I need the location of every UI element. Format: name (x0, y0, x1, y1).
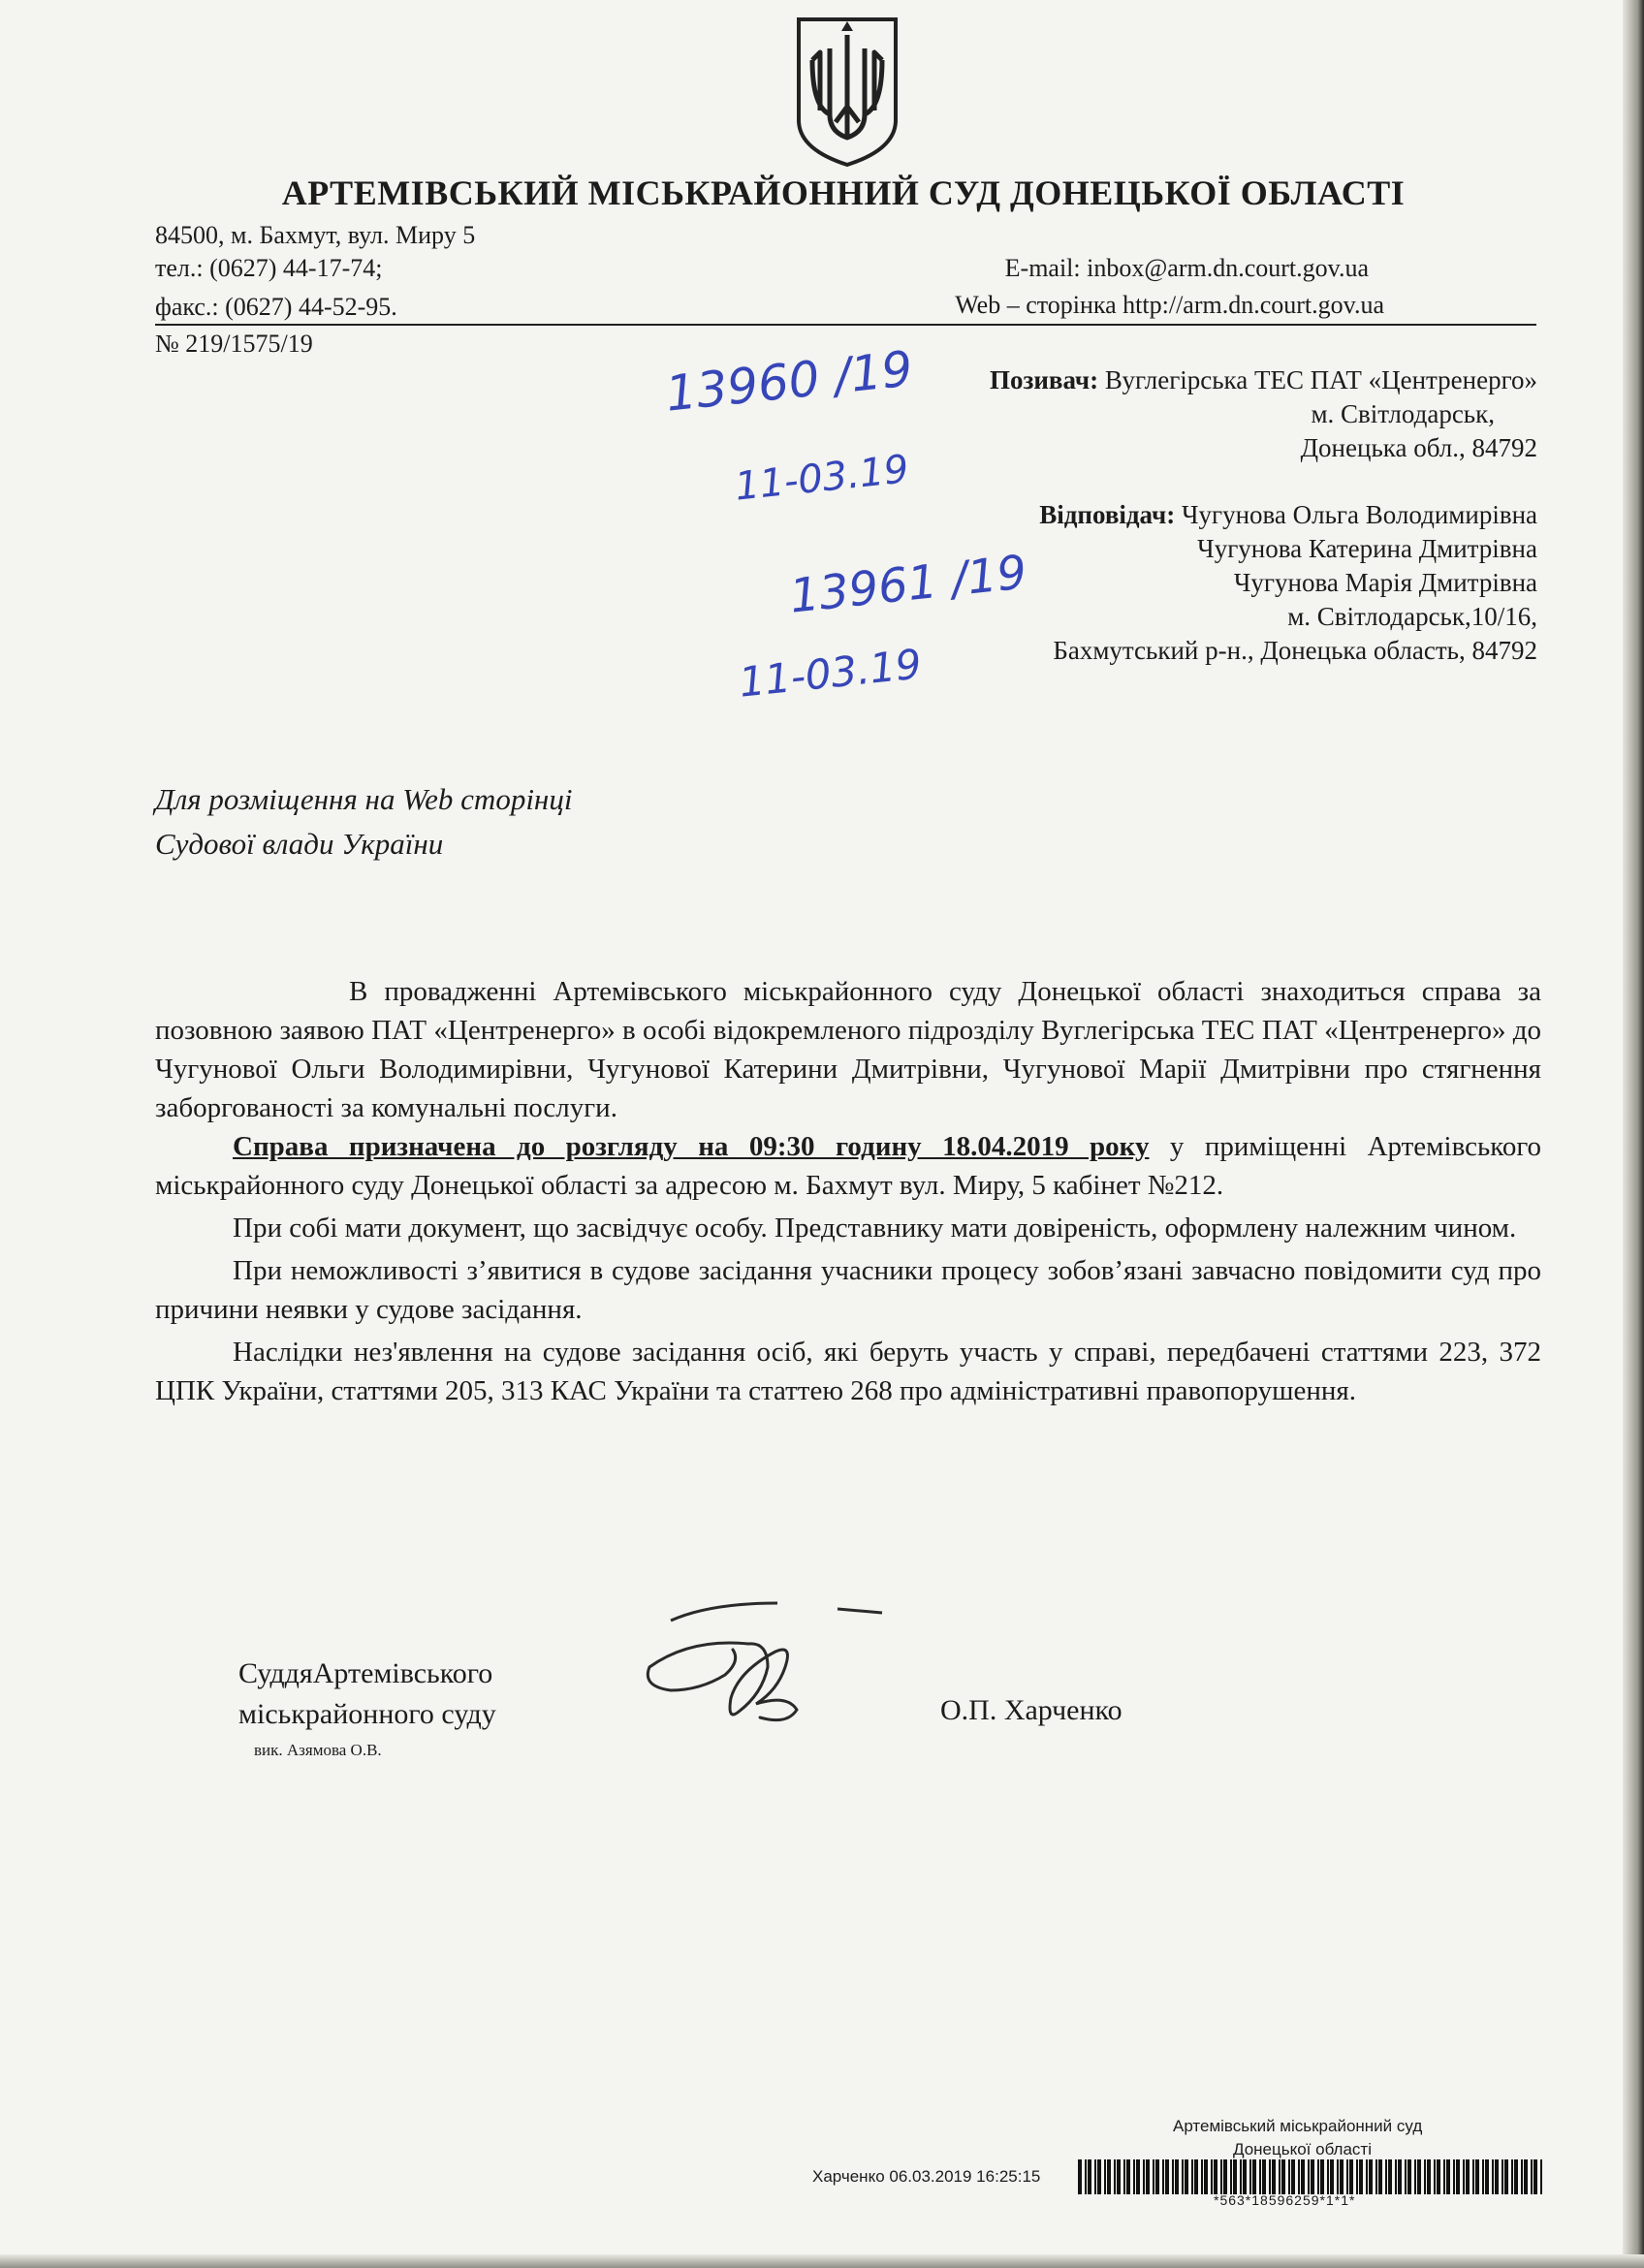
barcode-bar (1327, 2159, 1329, 2194)
barcode-bar (1482, 2159, 1484, 2194)
hearing-location: у приміщенні Артемівського міськрайонного суду Донецької області за адресою м. Бахмут вул. Миру, 5 кабінет №212. (155, 1131, 1541, 1201)
judge-title (238, 1654, 496, 1735)
barcode-bar (1446, 2159, 1450, 2194)
barcode-bar (1240, 2159, 1242, 2194)
barcode-bar (1485, 2159, 1489, 2194)
barcode-bar (1395, 2159, 1397, 2194)
barcode-bar (1311, 2159, 1314, 2194)
barcode-bar (1194, 2159, 1198, 2194)
handwritten-date-1: 11-03.19 (733, 447, 911, 510)
barcode-bar (1337, 2159, 1339, 2194)
barcode-bar (1463, 2159, 1465, 2194)
barcode-bar (1317, 2159, 1319, 2194)
court-title: АРТЕМІВСЬКИЙ МІСЬКРАЙОННИЙ СУД ДОНЕЦЬКОЇ ОБЛАСТІ (281, 173, 1406, 212)
scan-edge (1623, 0, 1644, 2268)
barcode-bar (1301, 2159, 1305, 2194)
barcode-bar (1346, 2159, 1348, 2194)
defendant-name-1: Чугунова Ольга Володимирівна (1181, 500, 1537, 529)
barcode-bar (1456, 2159, 1460, 2194)
barcode-bar (1511, 2159, 1513, 2194)
barcode-bar (1531, 2159, 1533, 2194)
defendant-line (1039, 498, 1537, 532)
barcode-bar (1472, 2159, 1474, 2194)
barcode-bar (1175, 2159, 1179, 2194)
plaintiff-label: Позивач: (989, 365, 1099, 394)
barcode-bar (1533, 2159, 1537, 2194)
defendant-region: Бахмутський р-н., Донецька область, 84792 (1053, 636, 1537, 665)
barcode-bar (1136, 2159, 1140, 2194)
barcode-bar (1191, 2159, 1193, 2194)
barcode-text: *563*18596259*1*1* (1214, 2192, 1356, 2208)
court-phone: тел.: (0627) 44-17-74; (155, 254, 383, 282)
barcode-bar (1085, 2159, 1087, 2194)
barcode-bar (1252, 2159, 1256, 2194)
barcode-bar (1097, 2159, 1101, 2194)
barcode-bar (1114, 2159, 1116, 2194)
barcode-bar (1143, 2159, 1145, 2194)
hearing-date-emphasis: Справа призначена до розгляду на 09:30 годину 18.04.2019 року (233, 1131, 1150, 1162)
barcode-bar (1269, 2159, 1271, 2194)
web-note-line-2: Судової влади України (155, 827, 444, 861)
barcode-bar (1123, 2159, 1125, 2194)
judge-name: О.П. Харченко (940, 1694, 1122, 1726)
plaintiff-line (990, 363, 1537, 397)
barcode-bar (1417, 2159, 1421, 2194)
barcode-bar (1475, 2159, 1479, 2194)
case-number: № 219/1575/19 (155, 330, 313, 358)
barcode-bar (1495, 2159, 1499, 2194)
barcode-bar (1359, 2159, 1363, 2194)
barcode-bar (1369, 2159, 1373, 2194)
barcode-bar (1453, 2159, 1455, 2194)
barcode-bar (1407, 2159, 1411, 2194)
handwritten-date-2: 11-03.19 (737, 640, 924, 707)
barcode-bar (1272, 2159, 1276, 2194)
barcode-bar (1214, 2159, 1217, 2194)
paragraph-hearing (155, 1127, 1541, 1205)
executor-note: вик. Азямова О.В. (254, 1741, 382, 1759)
barcode-bar (1223, 2159, 1227, 2194)
stamp-court-line-1: Артемівський міськрайонний суд (1173, 2117, 1423, 2135)
handwritten-registration-1: 13960 /19 (663, 340, 916, 423)
handwritten-registration-2: 13961 /19 (787, 545, 1029, 624)
barcode-bar (1524, 2159, 1528, 2194)
barcode-bar (1405, 2159, 1407, 2194)
stamp-court-line-2: Донецької області (1233, 2140, 1372, 2158)
barcode-bar (1107, 2159, 1111, 2194)
barcode-bar (1094, 2159, 1096, 2194)
court-fax: факс.: (0627) 44-52-95. (155, 293, 397, 321)
plaintiff-region: Донецька обл., 84792 (1300, 433, 1537, 462)
court-email: E-mail: inbox@arm.dn.court.gov.ua (1004, 254, 1369, 282)
barcode-bar (1201, 2159, 1203, 2194)
barcode-bar (1385, 2159, 1387, 2194)
plaintiff-city: м. Світлодарськ, (1311, 399, 1495, 428)
paragraph-absence-notice: При неможливості з’явитися в судове засідання учасники процесу зобов’язані завчасно повідомити суд про причини неявки у судове засідання. (155, 1255, 1541, 1325)
barcode-bar (1298, 2159, 1300, 2194)
barcode-bar (1155, 2159, 1159, 2194)
barcode-bar (1466, 2159, 1470, 2194)
barcode-bar (1414, 2159, 1416, 2194)
barcode-bar (1262, 2159, 1266, 2194)
barcode-bar (1279, 2159, 1280, 2194)
barcode-bar (1398, 2159, 1402, 2194)
coat-of-arms-emblem (791, 14, 903, 171)
court-address: 84500, м. Бахмут, вул. Миру 5 (155, 221, 476, 249)
barcode-bar (1182, 2159, 1184, 2194)
stamp-registration: Харченко 06.03.2019 16:25:15 (812, 2167, 1041, 2186)
barcode-bar (1356, 2159, 1358, 2194)
barcode-bar (1117, 2159, 1121, 2194)
barcode-bar (1437, 2159, 1440, 2194)
barcode-bar (1378, 2159, 1382, 2194)
barcode-bar (1088, 2159, 1091, 2194)
barcode-bar (1492, 2159, 1494, 2194)
judge-title-line-2: міськрайонного суду (238, 1698, 496, 1730)
barcode-bar (1443, 2159, 1445, 2194)
paragraph-consequences: Наслідки нез'явлення на судове засідання осіб, які беруть участь у справі, передбачені статтями 223, 372 ЦПК України, статтями 205, 313 КАС України та статтею 268 про адміністративні правопорушення. (155, 1337, 1541, 1406)
header-divider (155, 324, 1536, 326)
defendant-address: м. Світлодарськ,10/16, (1287, 602, 1537, 631)
barcode-bar (1521, 2159, 1523, 2194)
barcode-bar (1502, 2159, 1503, 2194)
web-note-line-1: Для розміщення на Web сторінці (155, 782, 573, 816)
barcode-bar (1172, 2159, 1174, 2194)
barcode-bar (1504, 2159, 1508, 2194)
barcode-bar (1375, 2159, 1377, 2194)
plaintiff-name: Вуглегірська ТЕС ПАТ «Центренерго» (1104, 365, 1537, 394)
defendant-name-3: Чугунова Марія Дмитрівна (1233, 568, 1537, 597)
notice-body (155, 972, 1541, 1410)
barcode-bar (1146, 2159, 1150, 2194)
barcode-bar (1388, 2159, 1392, 2194)
barcode-bar (1424, 2159, 1426, 2194)
barcode-bar (1078, 2159, 1082, 2194)
barcode-bar (1427, 2159, 1431, 2194)
barcode-bar (1308, 2159, 1310, 2194)
barcode-bar (1366, 2159, 1368, 2194)
web-placement-note (155, 777, 572, 866)
barcode-bar (1249, 2159, 1251, 2194)
handwritten-signature (632, 1590, 903, 1735)
barcode-bar (1259, 2159, 1261, 2194)
paragraph-case-info: В провадженні Артемівського міськрайонного суду Донецької області знаходиться справа за позовною заявою ПАТ «Центренерго» в особі відокремленого підрозділу Вуглегірська ТЕС ПАТ «Центренерго» до Чугунової Ольги Володимирівни, Чугунової Катерини Дмитрівни, Чугунової Марії Дмитрівни про стягнення заборгованості за комунальні послуги. (155, 976, 1541, 1123)
barcode-bar (1153, 2159, 1154, 2194)
barcode-bar (1165, 2159, 1169, 2194)
barcode-bar (1288, 2159, 1290, 2194)
barcode-bar (1291, 2159, 1295, 2194)
barcode (1078, 2159, 1545, 2194)
barcode-bar (1281, 2159, 1285, 2194)
court-web: Web – сторінка http://arm.dn.court.gov.ua (955, 291, 1384, 319)
defendant-label: Відповідач: (1039, 500, 1176, 529)
barcode-bar (1540, 2159, 1542, 2194)
barcode-bar (1162, 2159, 1164, 2194)
barcode-bar (1434, 2159, 1436, 2194)
judge-title-line-1: СуддяАртемівського (238, 1657, 493, 1689)
barcode-bar (1514, 2159, 1518, 2194)
barcode-bar (1211, 2159, 1213, 2194)
barcode-bar (1204, 2159, 1208, 2194)
barcode-bar (1185, 2159, 1188, 2194)
barcode-bar (1349, 2159, 1353, 2194)
barcode-bar (1230, 2159, 1232, 2194)
paragraph-documents: При собі мати документ, що засвідчує особу. Представнику мати довіреність, оформлену належним чином. (233, 1213, 1517, 1244)
barcode-bar (1133, 2159, 1135, 2194)
barcode-bar (1340, 2159, 1344, 2194)
barcode-bar (1220, 2159, 1222, 2194)
scan-edge-bottom (0, 2254, 1644, 2268)
defendant-name-2: Чугунова Катерина Дмитрівна (1197, 534, 1537, 563)
plaintiff-block (990, 363, 1537, 465)
barcode-bar (1233, 2159, 1237, 2194)
barcode-bar (1126, 2159, 1130, 2194)
barcode-bar (1104, 2159, 1106, 2194)
barcode-bar (1243, 2159, 1247, 2194)
barcode-bar (1330, 2159, 1334, 2194)
barcode-bar (1320, 2159, 1324, 2194)
defendant-block (1039, 498, 1537, 668)
